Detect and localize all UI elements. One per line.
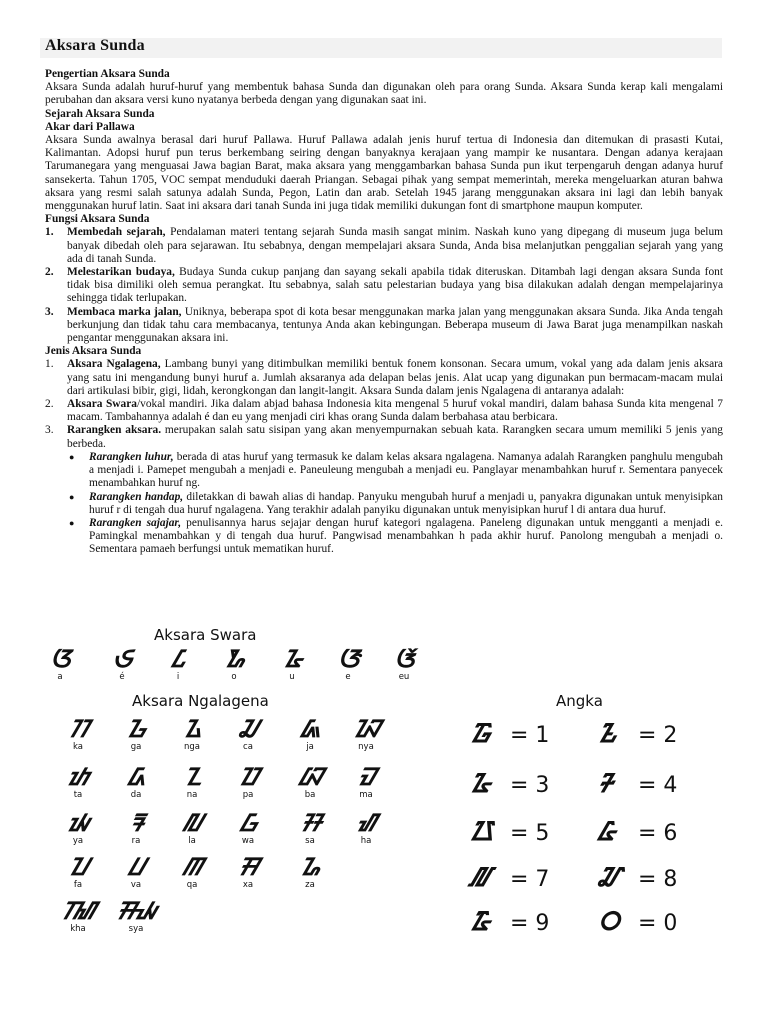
aksara-glyph-ngalagena-nya xyxy=(344,716,388,752)
bullet-icon: ● xyxy=(69,517,75,528)
glyph-latin-label: a xyxy=(57,672,63,682)
subheading-pallawa: Akar dari Pallawa xyxy=(45,120,135,133)
angka-glyph: ᮸ xyxy=(598,863,619,893)
glyph-symbol: ᮃ xyxy=(50,645,70,673)
list-item-text: Uniknya, beberapa spot di kota besar menggunakan marka jalan yang menggunakan aksara Sunda. Jika Anda tengah berkunjung dan tidak tahu cara membacanya, tentunya Anda akan kebingungan. Beberapa museum di Jawa Barat juga menampilkan naskah pengantar menggunakan aksara ini. xyxy=(67,305,723,345)
list-number: 1. xyxy=(45,358,54,371)
angka-glyph: ᮱ xyxy=(470,719,491,749)
list-item-text: Budaya Sunda cukup panjang dan sayang sekali apabila tidak diteruskan. Ditambah lagi dengan aksara Sunda font tidak bisa dimiliki oleh semua perangkat. Itu sebabnya, salah satu pelestarian budaya yang bisa dilakukan adalah dengan mempelajarinya sehingga tidak terlupakan. xyxy=(67,266,723,305)
angka-glyph: ᮷ xyxy=(470,863,490,893)
aksara-glyph-ngalagena-ya xyxy=(56,810,100,846)
list-item xyxy=(45,398,723,424)
angka-value: = 2 xyxy=(638,723,678,748)
glyph-symbol: ᮆ xyxy=(337,645,359,673)
glyph-latin-label: nya xyxy=(358,742,374,752)
glyph-latin-label: i xyxy=(176,672,180,682)
glyph-symbol: ᮇ xyxy=(224,645,244,673)
glyph-latin-label: za xyxy=(305,880,315,890)
aksara-glyph-ngalagena-xa xyxy=(226,854,270,890)
glyph-symbol: ᮍ xyxy=(183,715,201,743)
angka-glyph: ᮲ xyxy=(598,719,617,749)
list-item-title: Aksara Ngalagena, xyxy=(67,358,161,371)
swara-title: Aksara Swara xyxy=(154,626,257,644)
angka-value: = 7 xyxy=(510,867,550,892)
aksara-glyph-ngalagena-wa xyxy=(226,810,270,846)
glyph-symbol: ᮓ xyxy=(127,763,145,791)
glyph-symbol: ᮘ xyxy=(298,763,322,791)
bullet-icon: ● xyxy=(69,451,75,462)
aksara-glyph-swara-u xyxy=(272,646,312,682)
glyph-latin-label: u xyxy=(289,672,295,682)
list-item xyxy=(45,306,723,346)
list-item-text: merupakan salah satu sisipan yang akan menyempurnakan sebuah kata. Rarangken secara umum memiliki 5 jenis yang berbeda. xyxy=(67,424,723,450)
jenis-list xyxy=(45,358,723,450)
glyph-symbol: ᮮ xyxy=(61,897,95,925)
angka-value: = 5 xyxy=(510,821,550,846)
list-number: 3. xyxy=(45,305,54,318)
aksara-glyph-ngalagena-na xyxy=(170,764,214,800)
section-heading-pengertian: Pengertian Aksara Sunda xyxy=(45,68,170,80)
glyph-symbol: ᮝ xyxy=(240,809,256,837)
section-heading-jenis: Jenis Aksara Sunda xyxy=(45,345,142,358)
glyph-symbol: ᮅ xyxy=(283,645,301,673)
angka-digit xyxy=(470,812,549,850)
glyph-symbol: ᮏ xyxy=(300,715,320,743)
glyph-latin-label: wa xyxy=(241,836,255,846)
list-number: 2. xyxy=(45,266,54,279)
angka-value: = 9 xyxy=(510,911,550,936)
aksara-glyph-ngalagena-sya xyxy=(114,898,158,934)
angka-digit xyxy=(598,714,677,752)
aksara-glyph-ngalagena-nga xyxy=(170,716,214,752)
aksara-glyph-ngalagena-fa xyxy=(56,854,100,890)
aksara-glyph-ngalagena-da xyxy=(114,764,158,800)
aksara-glyph-ngalagena-kha xyxy=(56,898,100,934)
bullet-title: Rarangken handap, xyxy=(89,490,184,503)
aksara-glyph-ngalagena-ha xyxy=(344,810,388,846)
list-item xyxy=(45,226,723,266)
aksara-glyph-swara-e xyxy=(328,646,368,682)
angka-glyph: ᮰ xyxy=(598,907,620,937)
glyph-symbol: ᮉ xyxy=(394,645,414,673)
aksara-glyph-ngalagena-ma xyxy=(344,764,388,800)
aksara-glyph-ngalagena-sa xyxy=(288,810,332,846)
ngalagena-title: Aksara Ngalagena xyxy=(132,692,269,710)
glyph-symbol: ᮕ xyxy=(238,763,258,791)
angka-glyph: ᮹ xyxy=(470,907,490,937)
glyph-latin-label: é xyxy=(119,672,125,682)
bullet-text: diletakkan di bawah alias di handap. Panyuku mengubah huruf a menjadi u, panyakra digunakan untuk menyisipkan huruf r di tengah dua huruf ngalagena. Yang terakhir adalah panyiku digunakan untuk menyisipkan huruf l di antara dua huruf. xyxy=(89,490,723,516)
glyph-latin-label: nga xyxy=(184,742,200,752)
glyph-latin-label: ca xyxy=(243,742,253,752)
glyph-symbol: ᮑ xyxy=(353,715,379,743)
glyph-latin-label: ra xyxy=(131,836,141,846)
list-item xyxy=(45,266,723,306)
bullet-icon: ● xyxy=(69,491,75,502)
section-heading-sejarah: Sejarah Aksara Sunda xyxy=(45,107,155,120)
glyph-latin-label: la xyxy=(188,836,196,846)
angka-digit xyxy=(470,858,549,896)
list-number: 1. xyxy=(45,226,54,239)
angka-digit xyxy=(470,902,549,940)
aksara-glyph-ngalagena-ra xyxy=(114,810,158,846)
article-body xyxy=(45,68,723,557)
aksara-glyph-ngalagena-ca xyxy=(226,716,270,752)
angka-glyph: ᮵ xyxy=(470,817,493,847)
glyph-symbol: ᮠ xyxy=(357,809,375,837)
angka-value: = 1 xyxy=(510,723,550,748)
bullet-item xyxy=(45,451,723,491)
fungsi-list xyxy=(45,226,723,345)
aksara-glyph-ngalagena-va xyxy=(114,854,158,890)
bullet-text: penulisannya harus sejajar dengan huruf kategori ngalagena. Paneleng digunakan untuk mengganti a menjadi e. Pamingkal menambahkan y di tengah dua huruf. Pangwisad menambahkan h pada akhir huruf. Panolong mengubah a menjadi o. Sementara pamaeh berfungsi untuk mematikan huruf. xyxy=(89,516,723,556)
glyph-latin-label: o xyxy=(231,672,237,682)
glyph-symbol: ᮈ xyxy=(112,645,132,673)
glyph-symbol: ᮋ xyxy=(182,853,202,881)
aksara-glyph-swara-i xyxy=(158,646,198,682)
list-item-text: Pendalaman materi tentang sejarah Sunda masih sangat minim. Naskah kuno yang dipegang di museum juga belum banyak dibedah oleh para sejarawan. Itu sebabnya, dengan mempelajari aksara Sunda, Anda bisa melanjutkan penggalian sejarah yang yang ada di tanah Sunda. xyxy=(67,226,724,265)
section-heading-fungsi: Fungsi Aksara Sunda xyxy=(45,213,150,226)
list-item-text: /vokal mandiri. Jika dalam abjad bahasa Indonesia kita mengenal 5 huruf vokal mandiri, dalam bahasa Sunda kita mengenal 7 macam. Tambahannya adalah é dan eu yang menjadi ciri khas orang Sunda dalam berbahasa atau berbicara. xyxy=(67,398,723,424)
paragraph-pengertian: Aksara Sunda adalah huruf-huruf yang membentuk bahasa Sunda dan digunakan oleh para orang Sunda. Aksara Sunda kerap kali mengalami perubahan dan aksara versi kuno nyatanya berbeda dengan yang digunakan saat ini. xyxy=(45,81,723,107)
bullet-title: Rarangken luhur, xyxy=(89,450,174,463)
aksara-glyph-swara-o xyxy=(214,646,254,682)
glyph-symbol: ᮞ xyxy=(300,809,320,837)
list-number: 2. xyxy=(45,398,54,411)
angka-glyph: ᮶ xyxy=(598,817,616,847)
angka-digit xyxy=(470,714,549,752)
angka-value: = 6 xyxy=(638,821,678,846)
glyph-latin-label: ta xyxy=(73,790,83,800)
aksara-glyph-ngalagena-za xyxy=(288,854,332,890)
glyph-latin-label: ja xyxy=(306,742,314,752)
glyph-symbol: ᮛ xyxy=(130,809,142,837)
aksara-glyph-ngalagena-la xyxy=(170,810,214,846)
aksara-glyph-ngalagena-ka xyxy=(56,716,100,752)
angka-digit xyxy=(598,812,677,850)
glyph-symbol: ᮚ xyxy=(68,809,88,837)
glyph-symbol: ᮖ xyxy=(68,853,88,881)
list-item-title: Aksara Swara xyxy=(67,398,137,411)
glyph-latin-label: e xyxy=(345,672,351,682)
angka-digit xyxy=(470,764,549,802)
glyph-latin-label: ga xyxy=(130,742,142,752)
list-number: 3. xyxy=(45,424,54,437)
glyph-symbol: ᮜ xyxy=(183,809,201,837)
aksara-chart-image xyxy=(36,622,712,940)
angka-digit xyxy=(598,902,677,940)
glyph-latin-label: xa xyxy=(242,880,254,890)
list-item xyxy=(45,424,723,450)
list-item xyxy=(45,358,723,398)
glyph-latin-label: eu xyxy=(398,672,410,682)
glyph-latin-label: ba xyxy=(304,790,316,800)
list-item-title: Melestarikan budaya, xyxy=(67,266,175,279)
glyph-symbol: ᮎ xyxy=(239,715,257,743)
glyph-symbol: ᮯ xyxy=(116,897,156,925)
glyph-latin-label: pa xyxy=(242,790,254,800)
glyph-latin-label: qa xyxy=(186,880,198,890)
glyph-latin-label: da xyxy=(130,790,142,800)
glyph-latin-label: na xyxy=(186,790,198,800)
glyph-latin-label: sya xyxy=(128,924,144,934)
aksara-glyph-ngalagena-qa xyxy=(170,854,214,890)
glyph-latin-label: ya xyxy=(72,836,84,846)
angka-value: = 8 xyxy=(638,867,678,892)
glyph-latin-label: sa xyxy=(305,836,315,846)
aksara-glyph-ngalagena-ja xyxy=(288,716,332,752)
glyph-symbol: ᮙ xyxy=(358,763,374,791)
glyph-symbol: ᮊ xyxy=(68,715,88,743)
list-item-title: Rarangken aksara. xyxy=(67,424,162,437)
glyph-symbol: ᮒ xyxy=(68,763,88,791)
bullet-item xyxy=(45,491,723,517)
glyph-symbol: ᮔ xyxy=(183,763,201,791)
aksara-glyph-ngalagena-ba xyxy=(288,764,332,800)
list-item-title: Membedah sejarah, xyxy=(67,226,166,239)
aksara-glyph-ngalagena-pa xyxy=(226,764,270,800)
list-item-title: Membaca marka jalan, xyxy=(67,305,182,318)
aksara-glyph-ngalagena-ga xyxy=(114,716,158,752)
rarangken-list xyxy=(45,451,723,557)
aksara-glyph-swara-eu xyxy=(384,646,424,682)
page-title: Aksara Sunda xyxy=(45,37,145,54)
aksara-glyph-swara-a xyxy=(40,646,80,682)
angka-value: = 0 xyxy=(638,911,678,936)
bullet-title: Rarangken sajajar, xyxy=(89,516,182,529)
glyph-symbol: ᮗ xyxy=(128,853,144,881)
glyph-symbol: ᮄ xyxy=(171,645,185,673)
angka-glyph: ᮴ xyxy=(598,769,612,799)
angka-title: Angka xyxy=(556,692,603,710)
glyph-symbol: ᮟ xyxy=(238,853,258,881)
aksara-glyph-swara-é xyxy=(102,646,142,682)
angka-digit xyxy=(598,764,677,802)
paragraph-sejarah: Aksara Sunda awalnya berasal dari huruf Pallawa. Huruf Pallawa adalah jenis huruf tertua di Indonesia dan ditemukan di prasasti Kutai, Kalimantan. Adopsi huruf pun terus berkembang seiring dengan banyaknya kerajaan yang mampir ke nusantara. Dengan adanya kerajaan Tarumanegara yang menguasai Jawa bagian Barat, maka aksara yang menggambarkan bahasa Sunda pun ikut terpengaruh dengan adanya huruf sansekerta. Tahun 1705, VOC sempat menduduki daerah Priangan. Sebagai pihak yang sempat memerintah, mereka mengeluarkan aturan bahwa aksara yang resmi salah satunya adalah Sunda, Pegon, Latin dan arab. Setelah 1945 jarang menggunakan aksara ini lagi dan lebih banyak menggunakan huruf latin. Saat ini aksara dari tanah Sunda ini juga tidak memiliki dukungan font di smartphone maupun komputer. xyxy=(45,134,723,213)
glyph-latin-label: kha xyxy=(70,924,86,934)
list-item-text: Lambang bunyi yang ditimbulkan memiliki bentuk fonem konsonan. Secara umum, vokal yang ada dalam jenis aksara yang satu ini mengandung bunyi huruf a. Jumlah aksaranya ada delapan belas jenis. Alat ucap yang digunakan pun bermacam-macam mulai dari artikulasi bibir, gigi, lidah, kerongkongan dan langit-langit. Aksara Sunda dalam jenis Ngalagena di antaranya adalah: xyxy=(67,358,723,397)
angka-digit xyxy=(598,858,677,896)
aksara-glyph-ngalagena-ta xyxy=(56,764,100,800)
glyph-latin-label: ka xyxy=(73,742,83,752)
bullet-item xyxy=(45,517,723,557)
angka-glyph: ᮳ xyxy=(470,769,490,799)
angka-value: = 3 xyxy=(510,773,550,798)
angka-value: = 4 xyxy=(638,773,678,798)
glyph-latin-label: fa xyxy=(73,880,83,890)
glyph-latin-label: ha xyxy=(360,836,372,846)
bullet-text: berada di atas huruf yang termasuk ke dalam kelas aksara ngalagena. Namanya adalah Rarangken panghulu mengubah a menjadi i. Pamepet mengubah a menjadi e. Paneuleung mengubah a menjadi eu. Panglayar menambahkan huruf r. Sementara panyecek menambahkan huruf ng. xyxy=(89,450,723,490)
glyph-latin-label: ma xyxy=(359,790,373,800)
glyph-symbol: ᮌ xyxy=(126,715,146,743)
glyph-symbol: ᮐ xyxy=(300,853,320,881)
glyph-latin-label: va xyxy=(130,880,142,890)
